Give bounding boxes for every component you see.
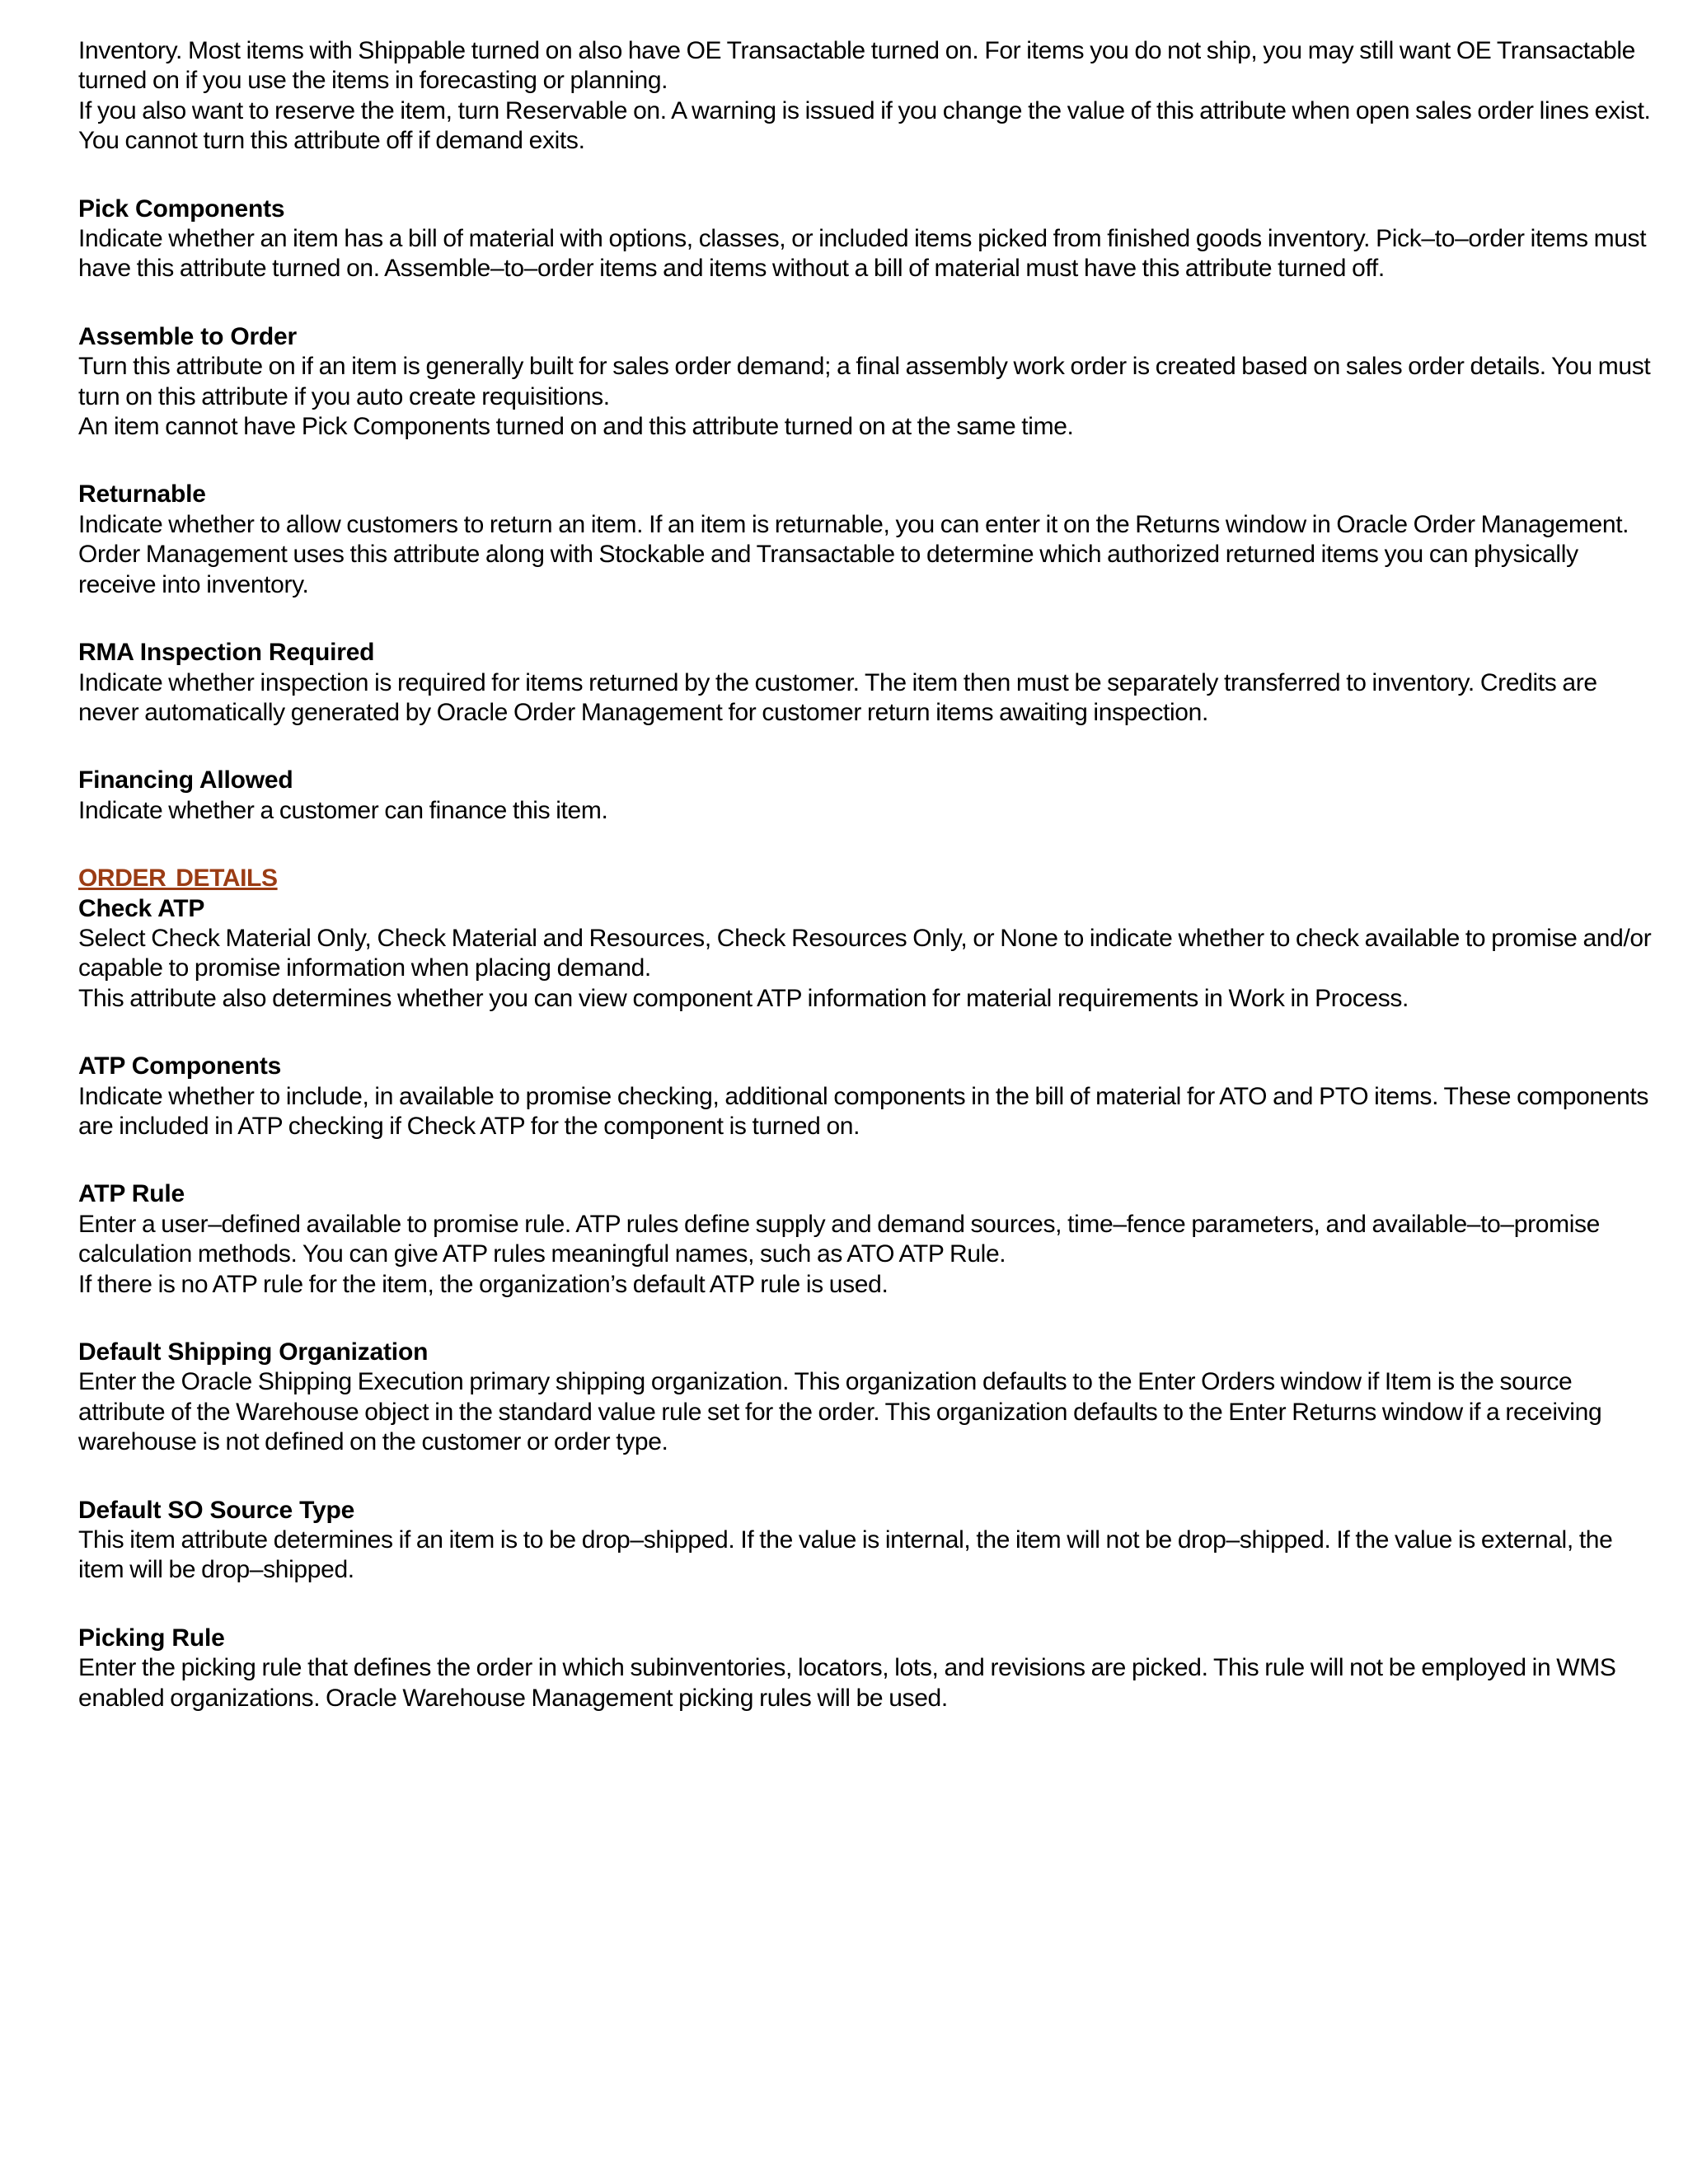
section-body: This item attribute determines if an item is to be drop–shipped. If the value is internal, the item will not be drop–shipped. If the value is external, the item will be drop–shipped. [78, 1526, 1613, 1584]
section-heading: Default SO Source Type [78, 1496, 355, 1524]
order-details-group [78, 864, 1661, 1014]
section-body: Enter the Oracle Shipping Execution primary shipping organization. This organization defaults to the Enter Orders window if Item is the source attribute of the Warehouse object in the standard value rule set for the order. This organization defaults to the Enter Returns window if a receiving warehouse is not defined on the customer or order type. [78, 1368, 1602, 1456]
section-pick-components [78, 194, 1661, 284]
section-financing-allowed [78, 766, 1661, 826]
intro-paragraph: Inventory. Most items with Shippable turned on also have OE Transactable turned on. For items you do not ship, you may still want OE Transactable turned on if you use the items in forecasting or planning. If you also want to reserve the item, turn Reservable on. A warning is issued if you change the value of this attribute when open sales order lines exist. You cannot turn this attribute off if demand exits. [78, 37, 1651, 155]
section-heading: Picking Rule [78, 1624, 225, 1652]
section-heading: Assemble to Order [78, 322, 298, 350]
section-body: Select Check Material Only, Check Material and Resources, Check Resources Only, or None to indicate whether to check available to promise and/or capable to promise information when placing demand. This attribute also determines whether you can view component ATP information for material requirements in Work in Process. [78, 924, 1652, 1012]
section-atp-rule [78, 1179, 1661, 1300]
section-picking-rule [78, 1624, 1661, 1713]
section-body: Indicate whether inspection is required for items returned by the customer. The item then must be separately transferred to inventory. Credits are never automatically generated by Oracle Order Management for customer return items awaiting inspection. [78, 668, 1597, 726]
order-details-title: ORDER DETAILS [78, 865, 278, 893]
section-default-so-source-type [78, 1496, 1661, 1586]
section-body: Indicate whether to allow customers to return an item. If an item is returnable, you can enter it on the Returns window in Oracle Order Management. Order Management uses this attribute along with Stockable and Transactable to determine which authorized returned items you can physically receive into inventory. [78, 510, 1629, 598]
section-rma-inspection-required [78, 638, 1661, 728]
section-heading: Pick Components [78, 194, 285, 223]
section-heading: Returnable [78, 480, 206, 509]
section-heading: Financing Allowed [78, 766, 293, 794]
section-heading: RMA Inspection Required [78, 639, 375, 667]
section-body: Indicate whether to include, in available to promise checking, additional components in the bill of material for ATO and PTO items. These components are included in ATP checking if Check ATP for the component is turned on. [78, 1082, 1649, 1140]
section-heading: Default Shipping Organization [78, 1338, 429, 1366]
section-heading: ATP Rule [78, 1180, 185, 1208]
section-check-atp [78, 894, 1661, 1015]
section-default-shipping-organization [78, 1338, 1661, 1458]
section-atp-components [78, 1052, 1661, 1141]
section-body: Enter a user–defined available to promise rule. ATP rules define supply and demand sources, time–fence parameters, and available–to–promise calculation methods. You can give ATP rules meaningful names, such as ATO ATP Rule. If there is no ATP rule for the item, the organization’s default ATP rule is used. [78, 1210, 1601, 1298]
section-returnable [78, 480, 1661, 600]
section-heading: Check ATP [78, 894, 205, 922]
document-page [78, 36, 1661, 1713]
section-body: Indicate whether a customer can finance this item. [78, 796, 608, 824]
section-assemble-to-order [78, 322, 1661, 443]
section-heading: ATP Components [78, 1052, 282, 1080]
section-body: Enter the picking rule that defines the order in which subinventories, locators, lots, and revisions are picked. This rule will not be employed in WMS enabled organizations. Oracle Warehouse Management picking rules will be used. [78, 1654, 1616, 1712]
section-body: Indicate whether an item has a bill of material with options, classes, or included items picked from finished goods inventory. Pick–to–order items must have this attribute turned on. Assemble–to–order items and items without a bill of material must have this attribute turned off. [78, 225, 1647, 283]
section-body: Turn this attribute on if an item is generally built for sales order demand; a final assembly work order is created based on sales order details. You must turn on this attribute if you auto create requisitions. An item cannot have Pick Components turned on and this attribute turned on at the same time. [78, 353, 1651, 441]
